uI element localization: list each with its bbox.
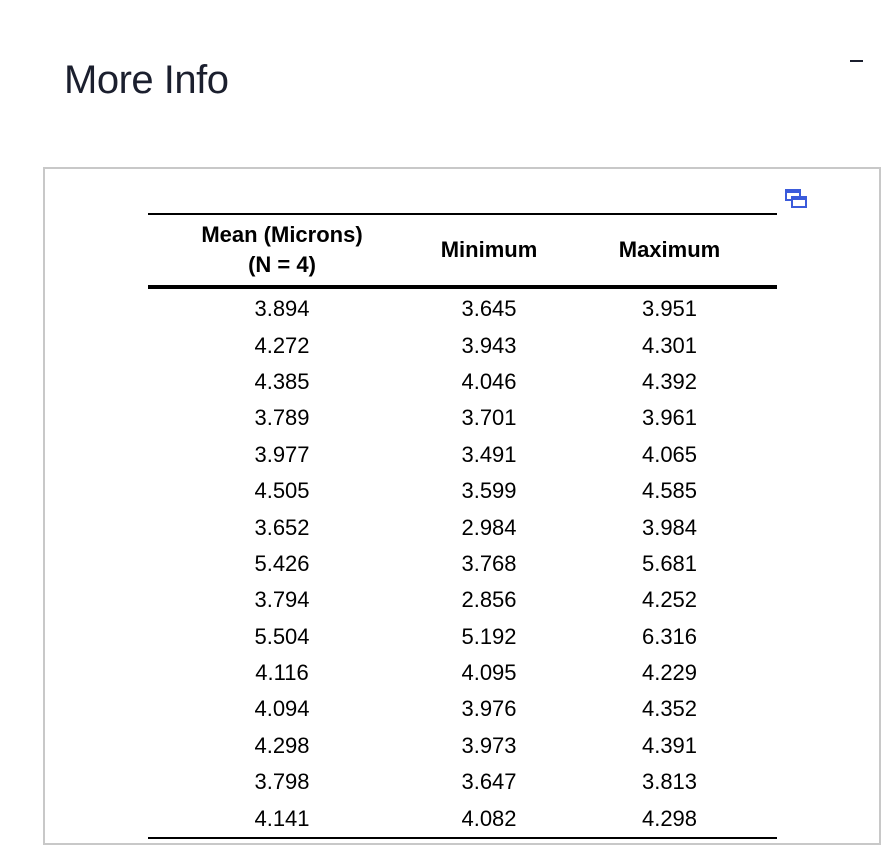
maximum-cell: 4.392: [641, 368, 698, 394]
table-row: [148, 509, 777, 545]
table-row: [148, 437, 777, 473]
mean-cell: 3.894: [254, 296, 310, 322]
minimum-cell: 3.701: [461, 405, 517, 431]
table-header-row: [148, 214, 777, 287]
maximum-cell: 3.951: [641, 296, 698, 322]
maximum-cell: 4.065: [641, 441, 698, 467]
mean-cell: 4.505: [254, 478, 310, 504]
table-row: [148, 655, 777, 691]
mean-cell: 4.272: [254, 332, 310, 358]
mean-cell: 5.426: [254, 550, 310, 576]
mean-cell: 3.789: [254, 405, 310, 431]
table-row: [148, 400, 777, 436]
maximum-cell: 3.984: [641, 514, 698, 540]
maximum-cell: 5.681: [641, 550, 698, 576]
mean-cell: 3.652: [254, 514, 310, 540]
minimum-cell: 4.082: [461, 805, 517, 831]
minimum-cell: 3.943: [461, 332, 517, 358]
maximum-cell: 4.301: [641, 332, 698, 358]
mean-cell: 3.798: [254, 769, 310, 795]
table-row: [148, 800, 777, 837]
table-row: [148, 473, 777, 509]
table-row: [148, 619, 777, 655]
copy-to-spreadsheet-button[interactable]: [784, 188, 808, 210]
minimum-cell: 3.973: [461, 732, 517, 758]
header-mean-n: (N = 4): [248, 252, 316, 277]
copy-icon: [784, 188, 808, 210]
minimum-cell: 3.599: [461, 478, 517, 504]
table-header: [148, 214, 777, 287]
minimum-cell: 3.976: [461, 696, 517, 722]
minimum-cell: 3.647: [461, 769, 517, 795]
maximum-cell: 4.352: [641, 696, 698, 722]
minimum-cell: 3.645: [461, 296, 517, 322]
maximum-cell: 4.585: [641, 478, 698, 504]
header-mean-label: Mean (Microns): [201, 222, 363, 247]
maximum-cell: 4.252: [641, 587, 698, 613]
minimize-icon: [850, 60, 863, 62]
maximum-cell: 3.961: [641, 405, 698, 431]
minimum-cell: 2.856: [461, 587, 517, 613]
minimize-button[interactable]: [845, 54, 869, 72]
table-body: [148, 287, 777, 838]
maximum-cell: 3.813: [641, 769, 698, 795]
table-row: [148, 546, 777, 582]
maximum-cell: 6.316: [641, 623, 698, 649]
table-row: [148, 582, 777, 618]
window-title: More Info: [64, 58, 229, 102]
header-maximum: Maximum: [618, 237, 721, 262]
minimum-cell: 4.095: [461, 660, 517, 686]
mean-cell: 3.794: [254, 587, 310, 613]
data-table: [148, 213, 777, 839]
mean-cell: 4.298: [254, 732, 310, 758]
maximum-cell: 4.391: [641, 732, 698, 758]
mean-cell: 5.504: [254, 623, 310, 649]
minimum-cell: 3.768: [461, 550, 517, 576]
maximum-cell: 4.298: [641, 805, 698, 831]
header-minimum: Minimum: [440, 237, 538, 262]
mean-cell: 4.385: [254, 368, 310, 394]
header-mean: [148, 214, 416, 287]
table-row: [148, 728, 777, 764]
minimum-cell: 3.491: [461, 441, 517, 467]
table-row: [148, 327, 777, 363]
mean-cell: 4.094: [254, 696, 310, 722]
mean-cell: 4.141: [254, 805, 310, 831]
minimum-cell: 5.192: [461, 623, 517, 649]
table-row: [148, 364, 777, 400]
minimum-cell: 4.046: [461, 368, 517, 394]
table-row: [148, 764, 777, 800]
table-row: [148, 287, 777, 327]
table-row: [148, 691, 777, 727]
mean-cell: 3.977: [254, 441, 310, 467]
mean-cell: 4.116: [255, 660, 309, 686]
maximum-cell: 4.229: [641, 660, 698, 686]
minimum-cell: 2.984: [461, 514, 517, 540]
